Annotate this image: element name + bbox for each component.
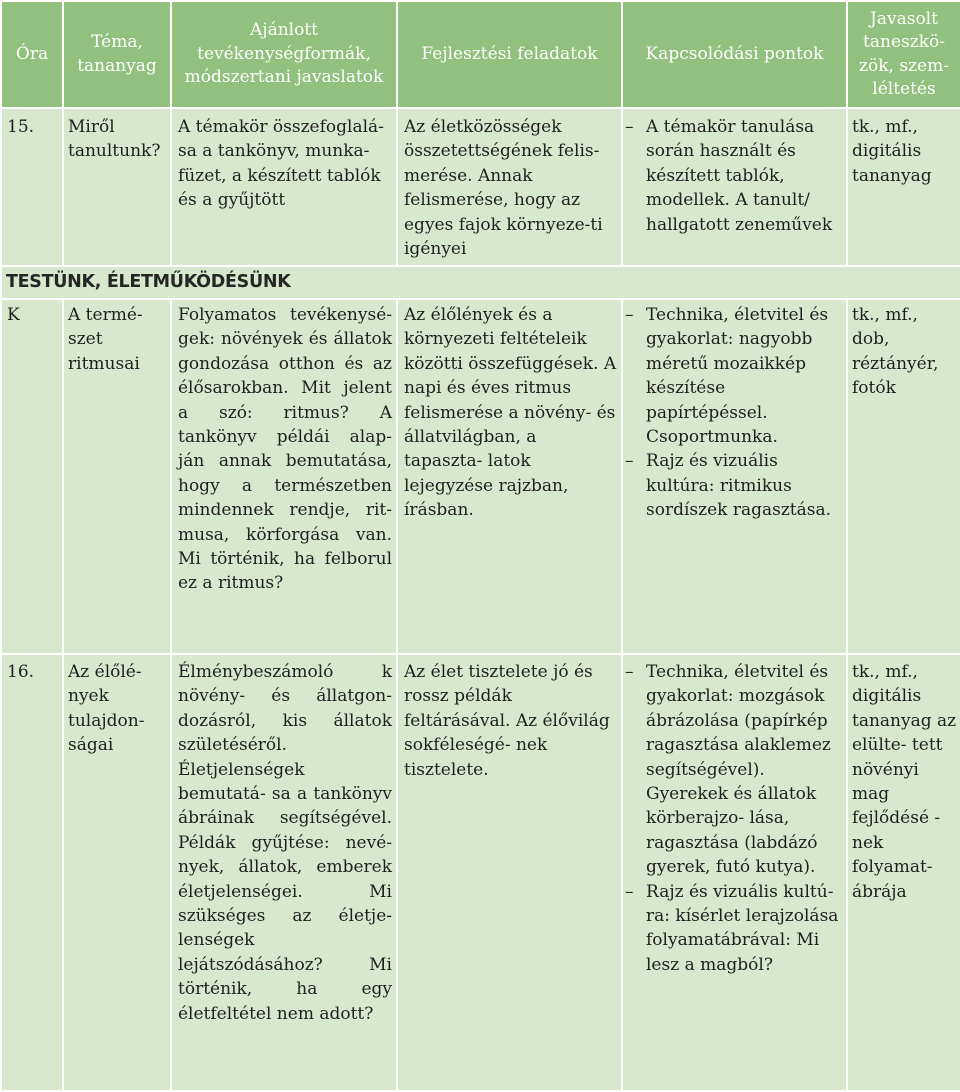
cell-kapcsolodasi: [622, 654, 847, 1091]
cell-eszkozok: tk., mf., digitális tananyag: [847, 108, 960, 266]
bullet-item: – Technika, életvitel és gyakorlat: nagyobb méretű mozaikkép készítése papírtépéssel. Csoportmunka.: [625, 305, 829, 448]
header-fejlesztesi: Fejlesztési feladatok: [397, 1, 622, 108]
cell-kapcsolodasi: [622, 299, 847, 654]
header-eszkozok: [847, 1, 960, 108]
cell-eszkozok: tk., mf., digitális tananyag az elülte- tett növényi mag fejlődésé - nek folyamat- ábrája: [847, 654, 960, 1091]
header-row: [1, 1, 960, 108]
cell-fejlesztesi: Az élet tisztelete jó és rossz példák feltárásával. Az élővilág sokféleségé- nek tisztelete.: [397, 654, 622, 1091]
cell-tema: Miről tanultunk?: [63, 108, 171, 266]
cell-fejlesztesi: Az élőlények és a környezeti feltételeik közötti összefüggések. A napi és éves ritmus felismerése a növény- és állatvilágban, a tapaszta- latok lejegyzése rajzban, írásban.: [397, 299, 622, 654]
section-row: [1, 266, 960, 299]
cell-ora: 15.: [1, 108, 63, 266]
header-eszkozok-text: Javasolt taneszkö- zök, szem- léltetés: [859, 8, 949, 99]
dash-icon: –: [625, 117, 634, 137]
section-title: TESTÜNK, ÉLETMŰKÖDÉSÜNK: [1, 266, 960, 299]
table-row: [1, 299, 960, 654]
dash-icon: –: [625, 662, 634, 682]
bullet-item: – A témakör tanulása során használt és készített tablók, modellek. A tanult/ hallgatott zeneművek: [625, 117, 833, 235]
cell-ajanlott: A témakör összefoglalá- sa a tankönyv, munka- füzet, a készített tablók és a gyűjtött: [171, 108, 397, 266]
header-kapcsolodasi: Kapcsolódási pontok: [622, 1, 847, 108]
cell-ora: 16.: [1, 654, 63, 1091]
dash-icon: –: [625, 305, 634, 325]
header-tema-text: Téma, tananyag: [77, 32, 157, 76]
cell-tema: Az élőlé- nyek tulajdon- ságai: [63, 654, 171, 1091]
cell-ajanlott: Folyamatos tevékenysé- gek: növények és állatok gondozása otthon és az élősarokban. Mit jelent a szó: ritmus? A tankönyv példái alap- ján annak bemutatása, hogy a természetben mindennek rendje, rit- musa, körforgása van. Mi történik, ha felborul ez a ritmus?: [171, 299, 397, 654]
cell-tema: A termé- szet ritmusai: [63, 299, 171, 654]
cell-eszkozok: tk., mf., dob, réztányér, fotók: [847, 299, 960, 654]
cell-ajanlott: Élménybeszámoló k növény- és állatgon- dozásról, kis állatok születéséről. Életjelenségek bemutatá- sa a tankönyv ábráinak segítségével. Példák gyűjtése: nevé- nyek, állatok, emberek életjelenségei. Mi szükséges az életje- lenségek lejátszódásához? Mi történik, ha egy életfeltétel nem adott?: [171, 654, 397, 1091]
header-ajanlott: [171, 1, 397, 108]
cell-kapcsolodasi: [622, 108, 847, 266]
bullet-item: – Technika, életvitel és gyakorlat: mozgások ábrázolása (papírkép ragasztása alaklemez segítségével). Gyerekek és állatok körberajzo- lása, ragasztása (labdázó gyerek, futó kutya).: [625, 662, 831, 878]
bullet-item: – Rajz és vizuális kultú- ra: kísérlet lerajzolása folyamatábrával: Mi lesz a magból?: [625, 881, 839, 975]
header-tema: [63, 1, 171, 108]
cell-ora: K: [1, 299, 63, 654]
table-row: [1, 108, 960, 266]
bullet-item: – Rajz és vizuális kultúra: ritmikus sordíszek ragasztása.: [625, 451, 832, 521]
table-row: [1, 654, 960, 1091]
header-ora: Óra: [1, 1, 63, 108]
cell-fejlesztesi: Az életközösségek összetettségének felis- merése. Annak felismerése, hogy az egyes fajok környeze-ti igényei: [397, 108, 622, 266]
header-ajanlott-text: Ajánlott tevékenységformák, módszertani javaslatok: [184, 20, 384, 88]
dash-icon: –: [625, 881, 634, 902]
dash-icon: –: [625, 451, 634, 472]
